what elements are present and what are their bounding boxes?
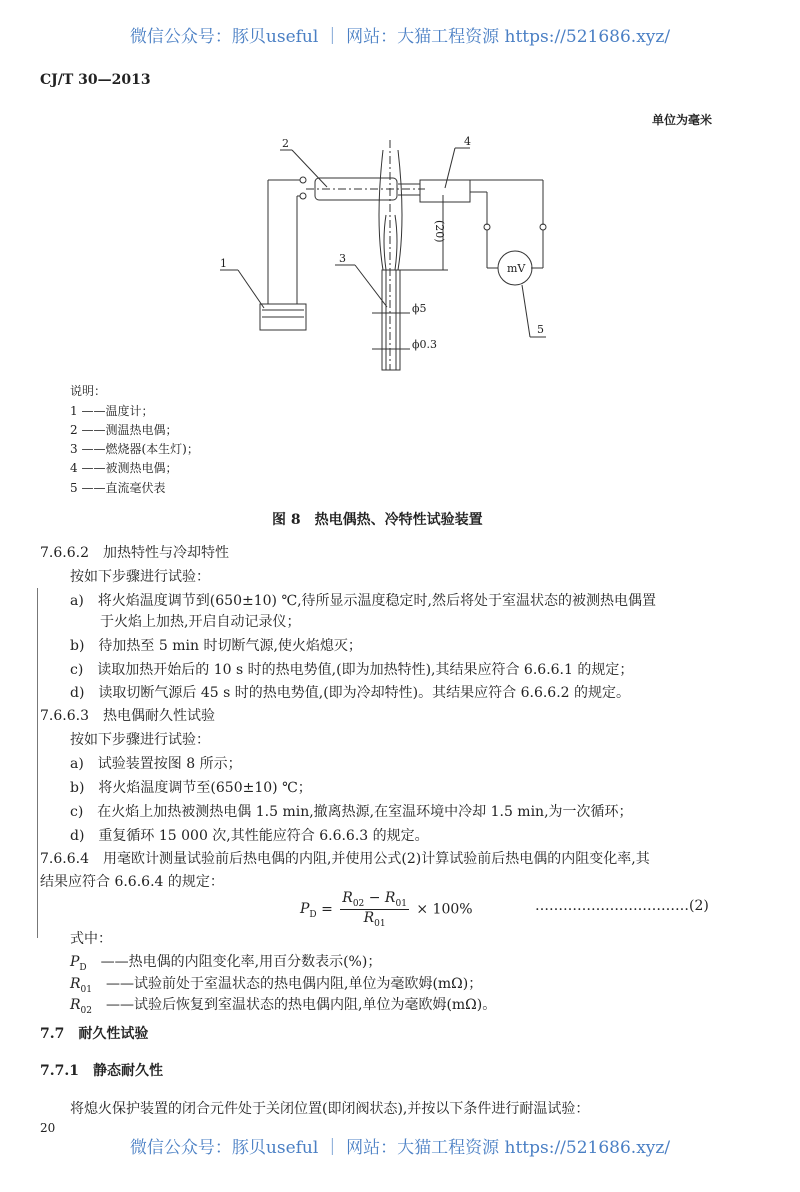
step-b: b) 将火焰温度调节至(650±10) ℃； bbox=[70, 780, 312, 796]
legend-item: 1 ——温度计； bbox=[70, 404, 154, 418]
step-d: d) 读取切断气源后 45 s 时的热电势值,(即为冷却特性)。其结果应符合 6.6.6.2 的规定。 bbox=[70, 685, 631, 701]
section-7662-heading: 7.6.6.2 加热特性与冷却特性 bbox=[40, 545, 229, 561]
section-7663-heading: 7.6.6.3 热电偶耐久性试验 bbox=[40, 708, 215, 724]
legend-item: 5 ——直流毫伏表 bbox=[70, 481, 166, 495]
section-7664-line2: 结果应符合 6.6.6.4 的规定： bbox=[40, 874, 224, 890]
watermark-top: 微信公众号：豚贝useful ｜ 网站：大猫工程资源 https://521686.xyz/ bbox=[129, 27, 671, 47]
unit-note: 单位为毫米 bbox=[652, 113, 713, 127]
variable-pd: $P_D$ ——热电偶的内阻变化率,用百分数表示(%)； bbox=[70, 954, 382, 973]
section-7664-line1: 7.6.6.4 用毫欧计测量试验前后热电偶的内阻,并使用公式(2)计算试验前后热电偶的内阻变化率,其 bbox=[40, 851, 650, 867]
legend-title: 说明： bbox=[70, 384, 107, 398]
variable-r02: $R_{02}$ ——试验后恢复到室温状态的热电偶内阻,单位为毫欧姆(mΩ)。 bbox=[70, 997, 497, 1016]
step-a: a) 试验装置按图 8 所示； bbox=[70, 756, 242, 772]
label-1: 1 bbox=[220, 257, 227, 270]
section-77-heading: 7.7 耐久性试验 bbox=[40, 1026, 149, 1042]
legend-item: 4 ——被测热电偶； bbox=[70, 461, 178, 475]
section-771-heading: 7.7.1 静态耐久性 bbox=[40, 1063, 163, 1079]
tested-thermocouple bbox=[420, 180, 470, 202]
section-771-text: 将熄火保护装置的闭合元件处于关闭位置(即闭阀状态),并按以下条件进行耐温试验： bbox=[70, 1101, 590, 1117]
step-a-cont: 于火焰上加热,开启自动记录仪； bbox=[100, 614, 301, 630]
meter-label: mV bbox=[507, 262, 526, 275]
watermark-bottom: 微信公众号：豚贝useful ｜ 网站：大猫工程资源 https://521686.xyz/ bbox=[129, 1138, 671, 1158]
section-intro: 按如下步骤进行试验： bbox=[70, 569, 210, 585]
dim-height: (20) bbox=[433, 220, 446, 243]
page-number: 20 bbox=[40, 1121, 56, 1135]
step-d: d) 重复循环 15 000 次,其性能应符合 6.6.6.3 的规定。 bbox=[70, 828, 429, 844]
figure-8-diagram bbox=[200, 120, 580, 380]
where-label: 式中： bbox=[70, 931, 112, 947]
label-5: 5 bbox=[537, 323, 544, 336]
step-c: c) 读取加热开始后的 10 s 时的热电势值,(即为加热特性),其结果应符合 6.6.6.1 的规定； bbox=[70, 662, 634, 678]
burner bbox=[382, 270, 400, 370]
step-a: a) 将火焰温度调节到(650±10) ℃,待所显示温度稳定时,然后将处于室温状态的被测热电偶置 bbox=[70, 593, 657, 609]
label-3: 3 bbox=[339, 252, 346, 265]
dim-d03: ϕ0.3 bbox=[412, 338, 437, 351]
legend-item: 2 ——测温热电偶； bbox=[70, 423, 178, 437]
dim-d5: ϕ5 bbox=[412, 302, 427, 315]
formula-2: $P_D$ = $\frac{R_{02} - R_{01}}{R_{01}}$ × 100% bbox=[300, 890, 473, 929]
section-intro: 按如下步骤进行试验： bbox=[70, 732, 210, 748]
label-2: 2 bbox=[282, 137, 289, 150]
label-4: 4 bbox=[464, 135, 471, 148]
variable-r01: $R_{01}$ ——试验前处于室温状态的热电偶内阻,单位为毫欧姆(mΩ)； bbox=[70, 976, 483, 995]
figure-caption: 图 8 热电偶热、冷特性试验装置 bbox=[272, 512, 483, 528]
legend-item: 3 ——燃烧器(本生灯)； bbox=[70, 442, 199, 456]
equation-number: ……………………………(2) bbox=[535, 898, 709, 914]
standard-number: CJ/T 30—2013 bbox=[40, 72, 151, 88]
step-b: b) 待加热至 5 min 时切断气源,使火焰熄灭； bbox=[70, 638, 362, 654]
step-c: c) 在火焰上加热被测热电偶 1.5 min,撤离热源,在室温环境中冷却 1.5 min,为一次循环； bbox=[70, 804, 633, 820]
change-bar bbox=[37, 588, 38, 938]
